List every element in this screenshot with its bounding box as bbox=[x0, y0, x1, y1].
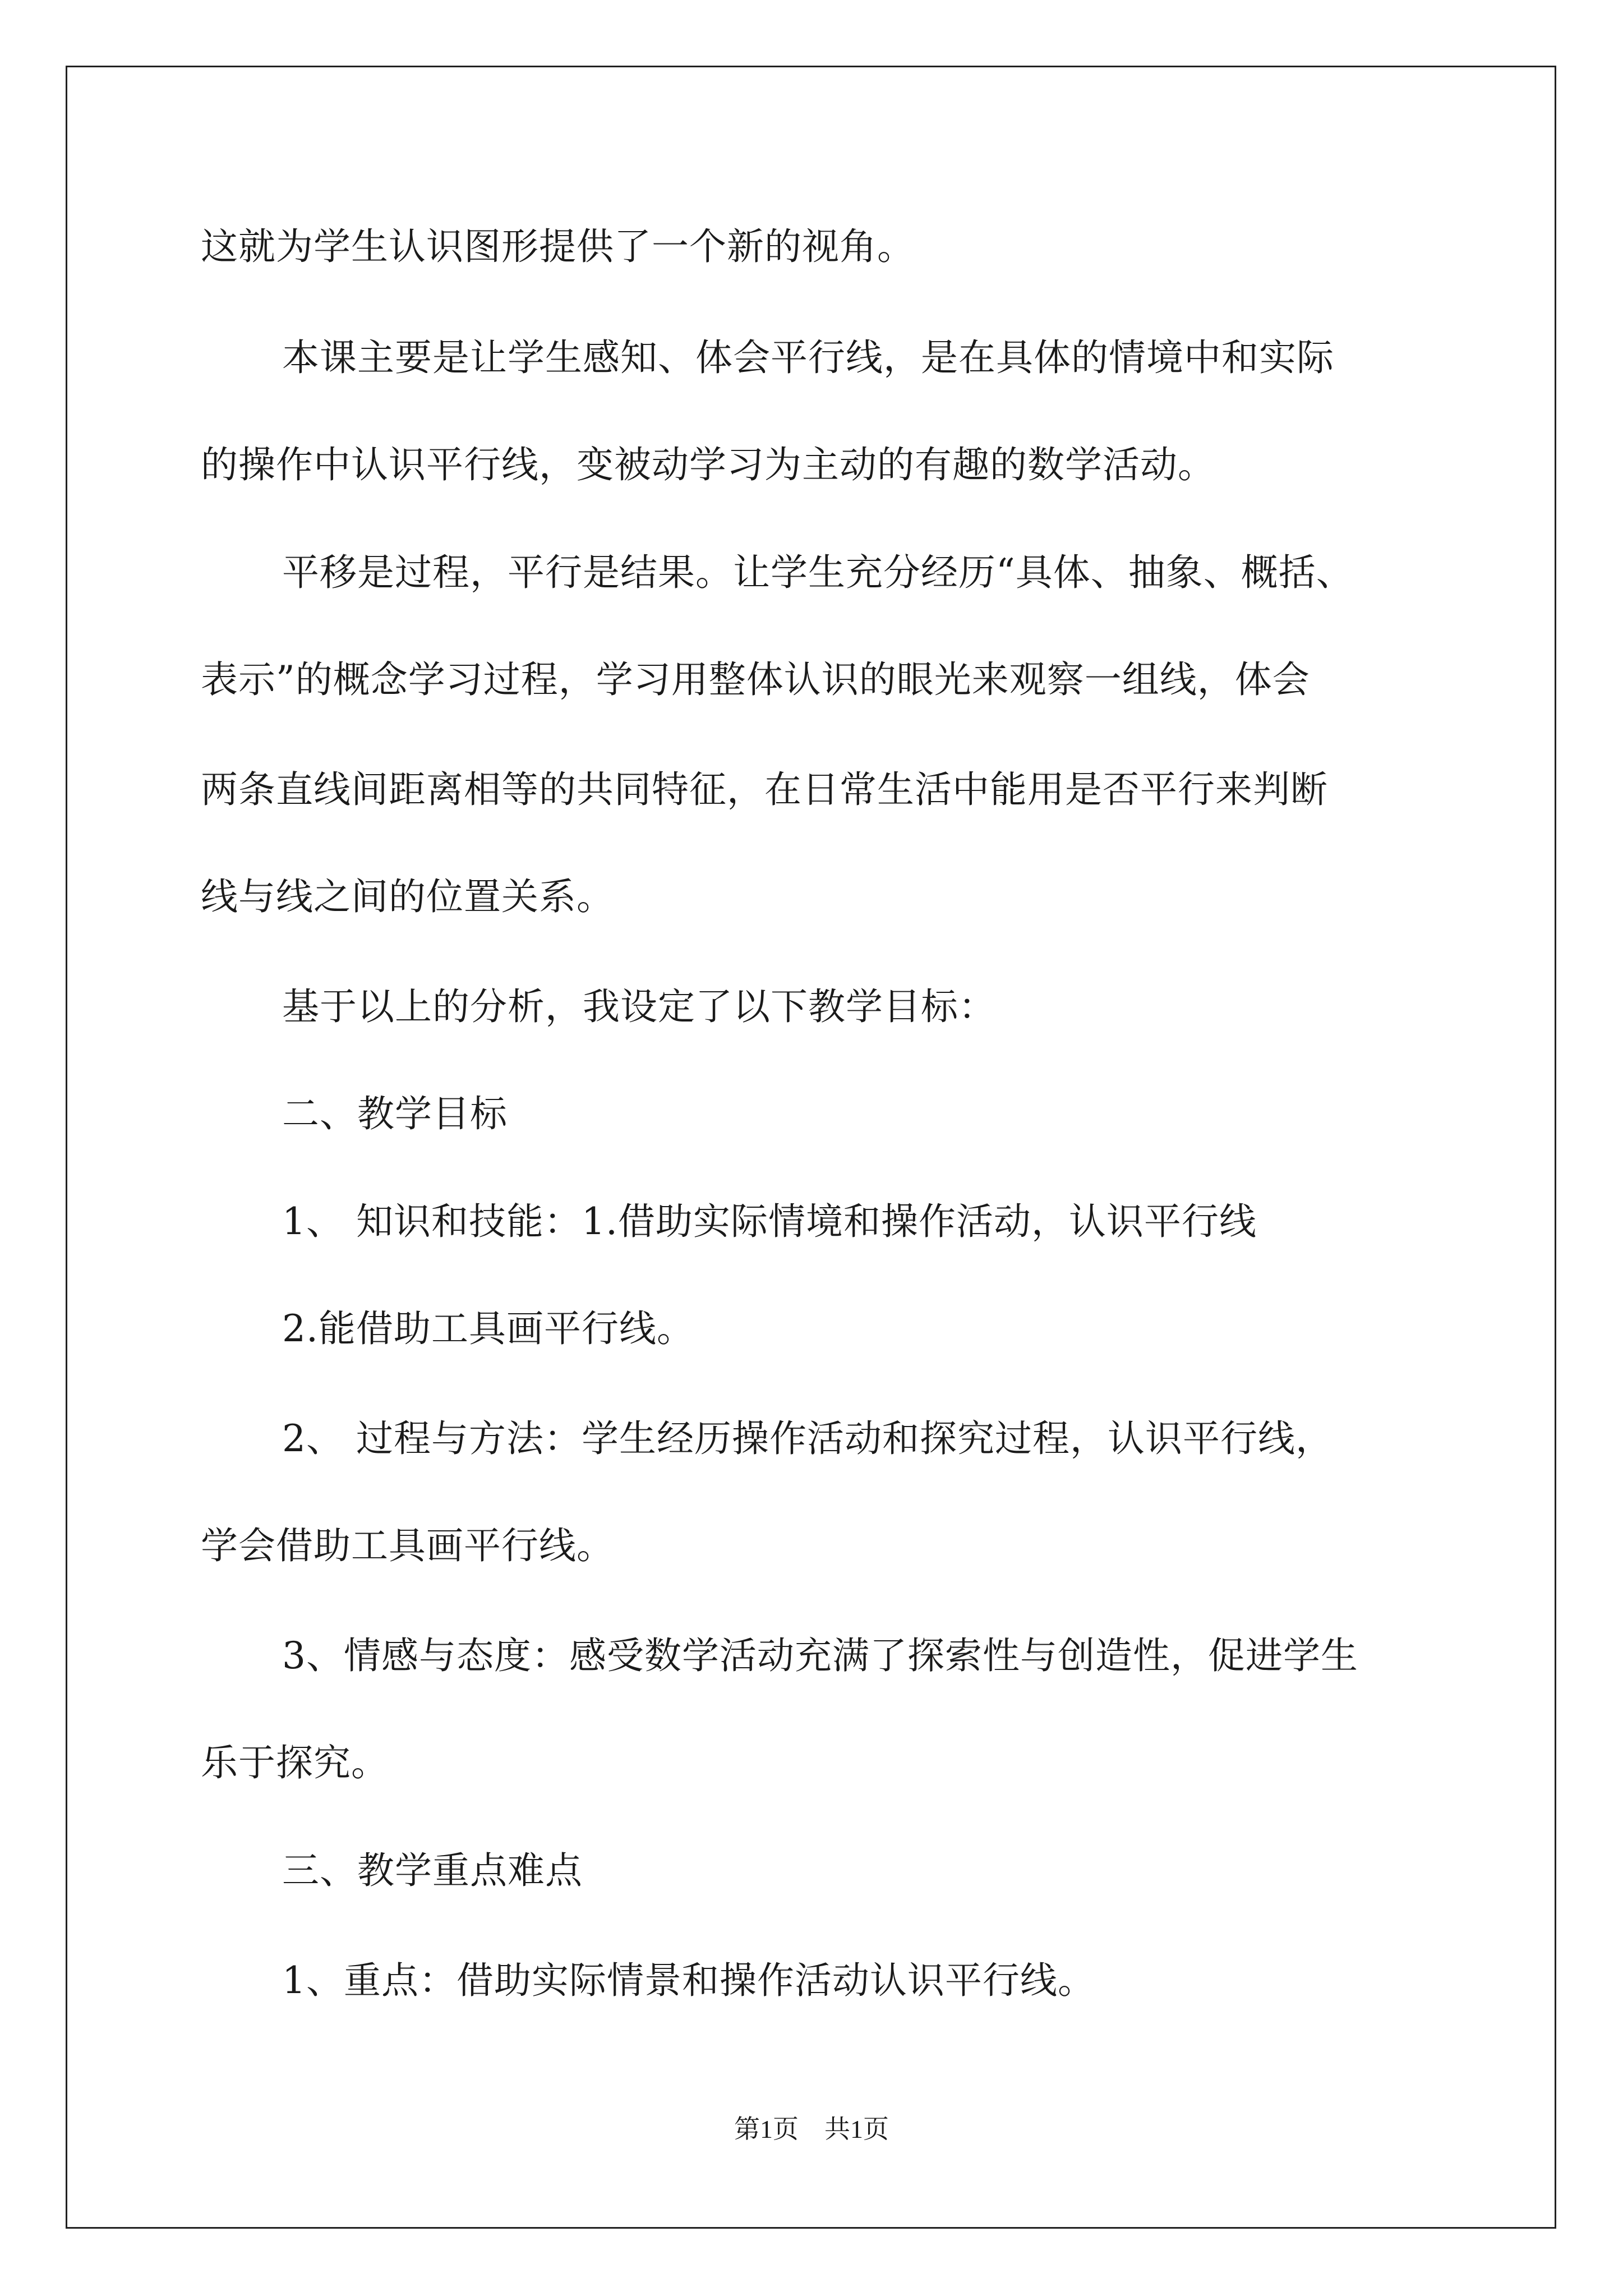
paragraph-line: 的操作中认识平行线，变被动学习为主动的有趣的数学活动。 bbox=[201, 443, 1215, 486]
paragraph-line: 本课主要是让学生感知、体会平行线，是在具体的情境中和实际 bbox=[282, 336, 1334, 379]
page-border bbox=[66, 66, 1556, 2229]
paragraph-line: 乐于探究。 bbox=[201, 1741, 389, 1784]
section-heading: 二、教学目标 bbox=[282, 1092, 508, 1135]
list-item: 1、重点：借助实际情景和操作活动认识平行线。 bbox=[282, 1959, 1095, 2002]
paragraph-line: 平移是过程，平行是结果。让学生充分经历“具体、抽象、概括、 bbox=[282, 551, 1354, 594]
paragraph-line: 两条直线间距离相等的共同特征，在日常生活中能用是否平行来判断 bbox=[201, 768, 1328, 811]
section-heading: 三、教学重点难点 bbox=[282, 1849, 583, 1892]
paragraph-line: 学会借助工具画平行线。 bbox=[201, 1524, 614, 1567]
paragraph-line: 表示”的概念学习过程，学习用整体认识的眼光来观察一组线，体会 bbox=[201, 658, 1310, 701]
paragraph-line: 基于以上的分析，我设定了以下教学目标： bbox=[282, 985, 996, 1028]
list-item: 3、情感与态度：感受数学活动充满了探索性与创造性，促进学生 bbox=[282, 1634, 1358, 1677]
list-item: 1、 知识和技能：1.借助实际情境和操作活动，认识平行线 bbox=[282, 1200, 1257, 1243]
list-item: 2、 过程与方法：学生经历操作活动和探究过程，认识平行线， bbox=[282, 1417, 1333, 1460]
paragraph-line: 线与线之间的位置关系。 bbox=[201, 875, 614, 918]
paragraph-line: 这就为学生认识图形提供了一个新的视角。 bbox=[201, 225, 915, 268]
page-number-footer: 第1页 共1页 bbox=[734, 2115, 889, 2143]
list-item: 2.能借助工具画平行线。 bbox=[282, 1307, 694, 1350]
